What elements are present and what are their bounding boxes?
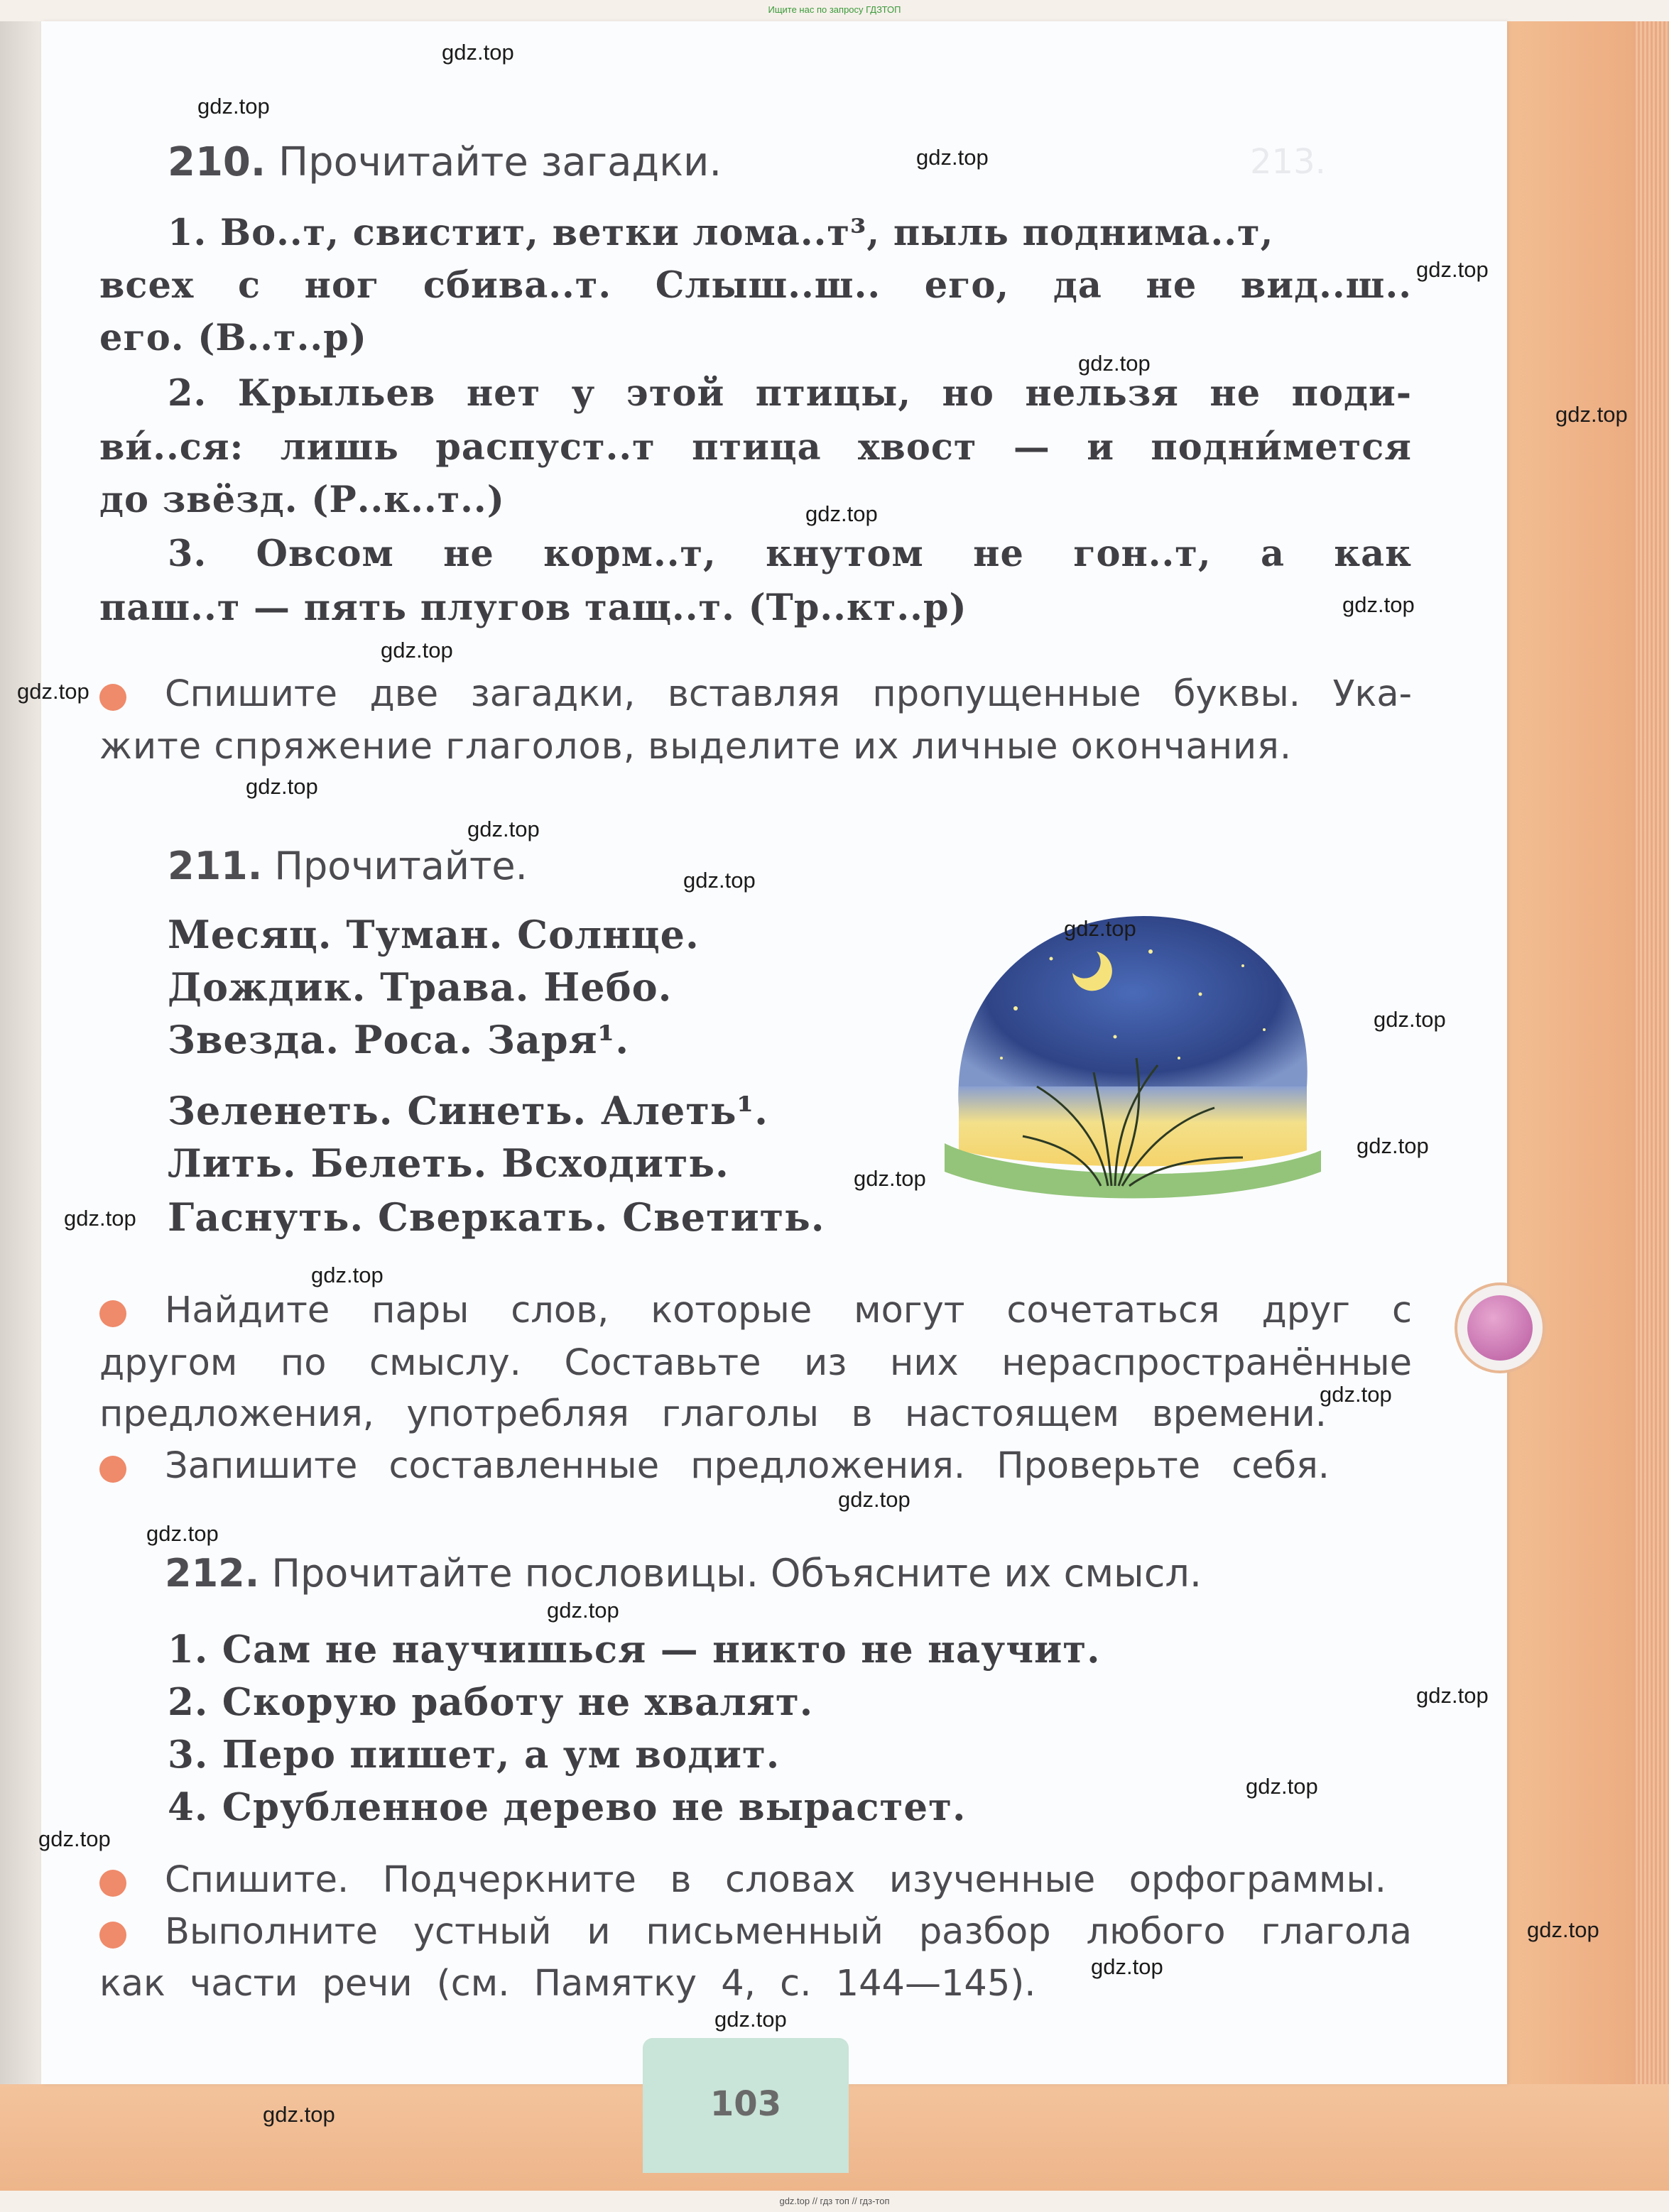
task-bullet-icon	[99, 1922, 126, 1949]
riddle-line: 3. Овсом не корм..т, кнутом не гон..т, а как	[168, 533, 1412, 575]
exercise-number: 212.	[165, 1551, 260, 1596]
watermark: gdz.top	[263, 2102, 335, 2127]
task-text: как части речи (см. Памятку 4, с. 144—145).	[99, 1963, 1036, 2005]
book-spine-shadow	[0, 21, 43, 2191]
task-bullet-icon	[99, 1456, 126, 1483]
riddle-line: всех с ног сбива..т. Слыш..ш.. его, да не вид..ш..	[99, 264, 1412, 307]
proverb-line: 4. Срубленное дерево не вырастет.	[168, 1785, 967, 1829]
watermark: gdz.top	[1320, 1382, 1392, 1407]
page-edge-stack	[1633, 21, 1669, 2191]
task-text: жите спряжение глаголов, выделите их личные окончания.	[99, 726, 1293, 768]
proverb-line: 1. Сам не научишься — никто не научит.	[168, 1628, 1101, 1672]
task-text: Спишите две загадки, вставляя пропущенные буквы. Ука-	[165, 673, 1412, 715]
watermark: gdz.top	[854, 1166, 926, 1191]
riddle-line: до звёзд. (Р..к..т..)	[99, 479, 505, 521]
exercise-211-heading	[168, 844, 528, 888]
watermark: gdz.top	[683, 868, 756, 893]
word-group-line: Звезда. Роса. Заря¹.	[168, 1017, 629, 1062]
pen-icon	[1457, 1285, 1543, 1371]
show-through-text: 213.	[1250, 142, 1326, 182]
word-group-line: Гаснуть. Сверкать. Светить.	[168, 1194, 825, 1240]
task-text: другом по смыслу. Составьте из них нераспространённые	[99, 1342, 1412, 1384]
watermark: gdz.top	[1246, 1774, 1318, 1799]
watermark: gdz.top	[311, 1263, 384, 1287]
watermark: gdz.top	[1342, 592, 1415, 617]
riddle-line: ви́..ся: лишь распуст..т птица хвост — и подни́мется	[99, 426, 1412, 469]
task-bullet-icon	[99, 1300, 126, 1327]
riddle-line: паш..т — пять плугов тащ..т. (Тр..кт..р)	[99, 587, 967, 629]
task-text: Запишите составленные предложения. Проверьте себя.	[165, 1445, 1330, 1487]
watermark: gdz.top	[1357, 1133, 1429, 1158]
watermark: gdz.top	[381, 638, 453, 663]
exercise-title: Прочитайте загадки.	[278, 139, 722, 185]
word-group-line: Лить. Белеть. Всходить.	[168, 1140, 729, 1186]
page-number: 103	[710, 2084, 782, 2124]
watermark: gdz.top	[547, 1598, 619, 1623]
watermark: gdz.top	[197, 94, 270, 119]
proverb-line: 2. Скорую работу не хвалят.	[168, 1680, 814, 1724]
exercise-title: Прочитайте пословицы. Объясните их смысл.	[271, 1551, 1202, 1596]
word-group-line: Дождик. Трава. Небо.	[168, 964, 673, 1010]
word-group-line: Месяц. Туман. Солнце.	[168, 912, 700, 957]
watermark: gdz.top	[714, 2007, 787, 2032]
riddle-line: его. (В..т..р)	[99, 317, 367, 359]
watermark: gdz.top	[805, 501, 878, 526]
riddle-line: 2. Крыльев нет у этой птицы, но нельзя не поди-	[168, 372, 1412, 415]
watermark: gdz.top	[1416, 1683, 1489, 1708]
watermark: gdz.top	[1527, 1917, 1599, 1942]
exercise-number: 210.	[168, 139, 266, 185]
task-bullet-icon	[99, 1870, 126, 1897]
watermark: gdz.top	[246, 774, 318, 799]
word-group-line: Зеленеть. Синеть. Алеть¹.	[168, 1088, 768, 1133]
watermark: gdz.top	[38, 1826, 111, 1851]
exercise-210-heading	[168, 139, 722, 185]
watermark: gdz.top	[467, 817, 540, 841]
task-text: Найдите пары слов, которые могут сочетаться друг с	[165, 1290, 1412, 1331]
watermark: gdz.top	[1374, 1007, 1446, 1032]
watermark: gdz.top	[17, 679, 89, 704]
watermark: gdz.top	[1416, 257, 1489, 282]
watermark: gdz.top	[838, 1487, 910, 1512]
watermark: gdz.top	[1555, 402, 1628, 427]
watermark: gdz.top	[1064, 916, 1136, 941]
riddle-line: 1. Во..т, свистит, ветки лома..т³, пыль поднима..т,	[168, 212, 1274, 254]
top-banner: Ищите нас по запросу ГДЗТОП	[768, 4, 901, 15]
exercise-title: Прочитайте.	[274, 844, 528, 888]
watermark: gdz.top	[64, 1206, 136, 1231]
watermark: gdz.top	[1091, 1954, 1163, 1979]
exercise-number: 211.	[168, 844, 263, 888]
exercise-212-heading	[165, 1551, 1202, 1596]
watermark: gdz.top	[916, 145, 989, 170]
task-bullet-icon	[99, 684, 126, 711]
watermark: gdz.top	[1078, 351, 1151, 376]
task-text: предложения, употребляя глаголы в настоящем времени.	[99, 1393, 1327, 1435]
watermark: gdz.top	[146, 1521, 219, 1546]
task-text: Спишите. Подчеркните в словах изученные орфограммы.	[165, 1859, 1386, 1901]
proverb-line: 3. Перо пишет, а ум водит.	[168, 1733, 781, 1777]
task-text: Выполните устный и письменный разбор любого глагола	[165, 1911, 1412, 1953]
watermark: gdz.top	[442, 40, 514, 65]
bottom-banner: gdz.top // гдз топ // гдз-топ	[779, 2196, 890, 2206]
